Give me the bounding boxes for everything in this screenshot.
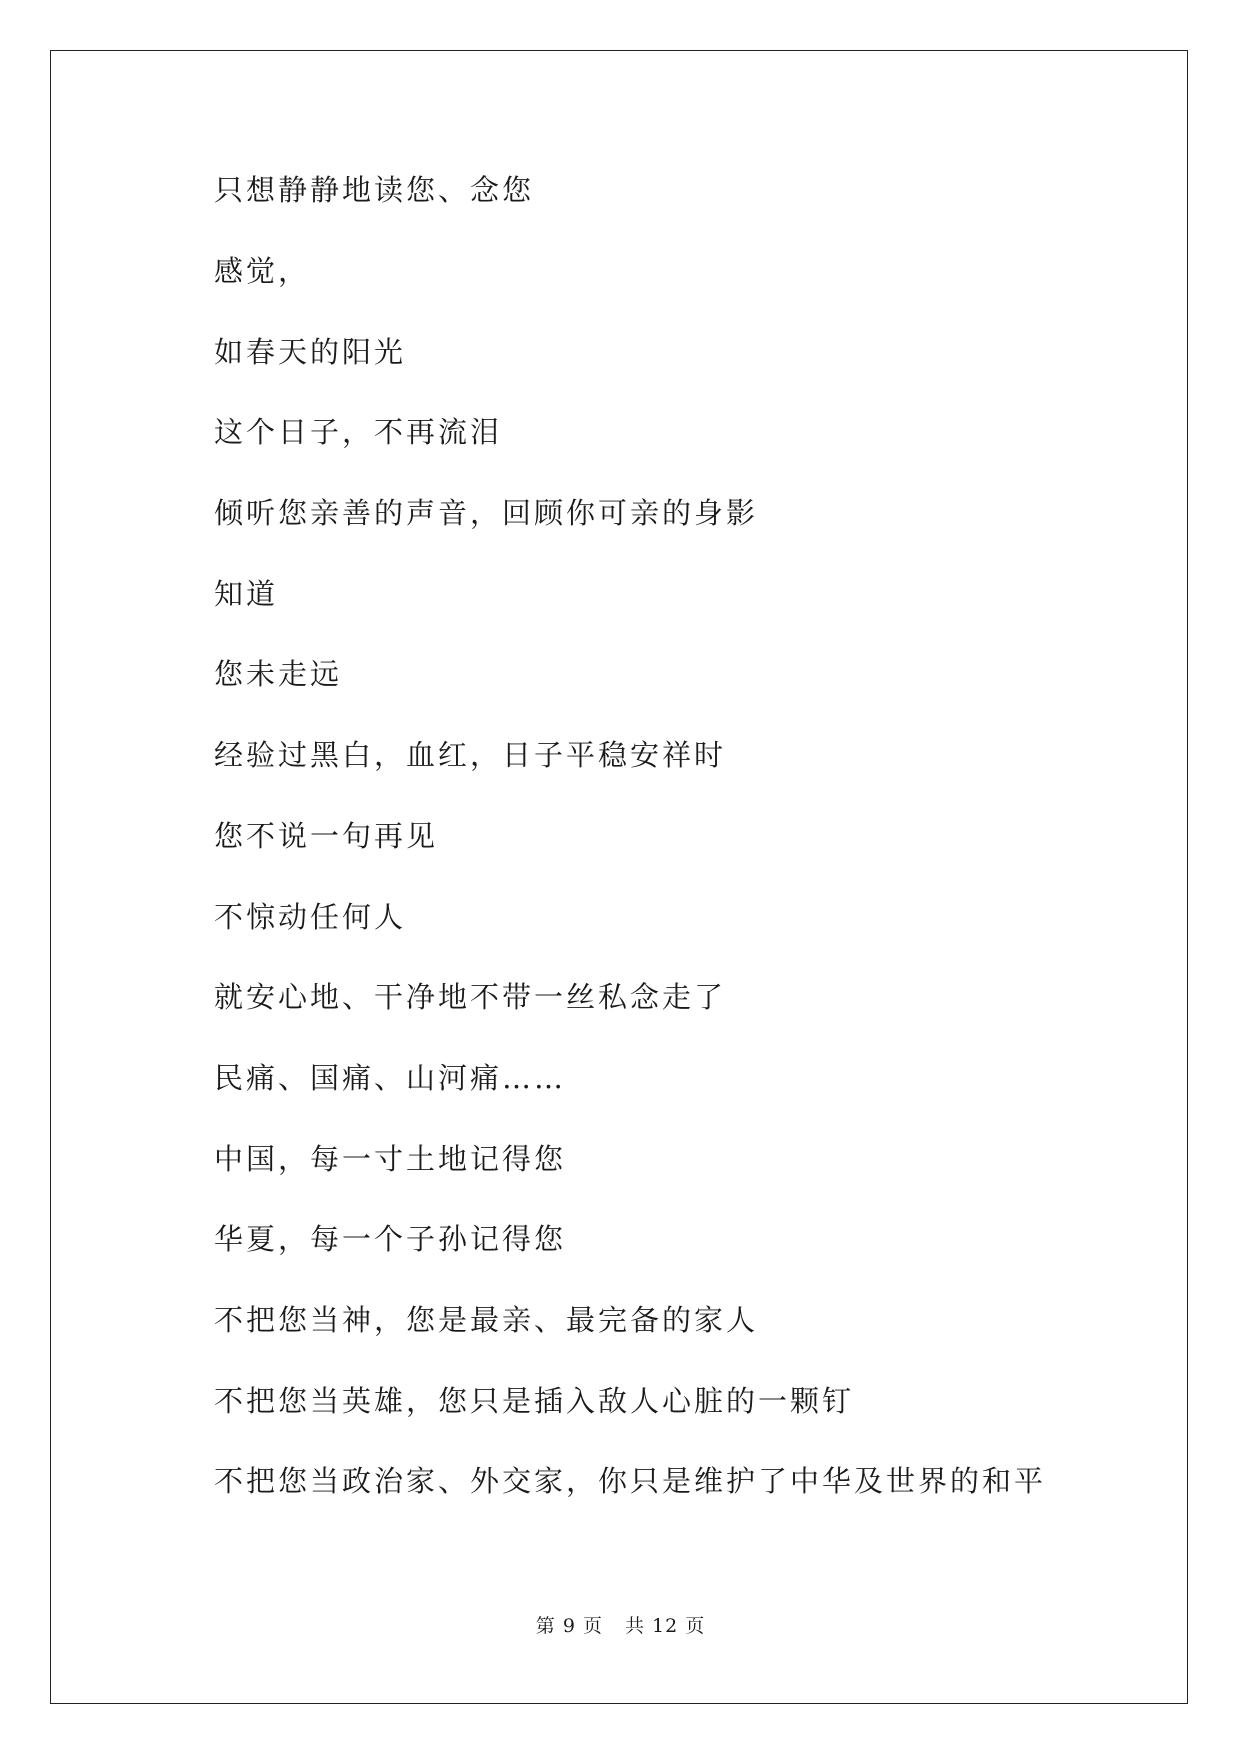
poem-line: 如春天的阳光 [214, 335, 407, 369]
poem-line: 您不说一句再见 [214, 819, 439, 853]
poem-line: 不把您当神，您是最亲、最完备的家人 [214, 1303, 759, 1337]
poem-line: 这个日子，不再流泪 [214, 415, 503, 449]
page-footer [0, 1611, 1241, 1638]
poem-line: 经验过黑白，血红，日子平稳安祥时 [214, 738, 727, 772]
poem-line: 华夏，每一个子孙记得您 [214, 1222, 567, 1256]
poem-line: 感觉， [214, 254, 311, 288]
poem-line: 不惊动任何人 [214, 900, 407, 934]
poem-line: 就安心地、干净地不带一丝私念走了 [214, 980, 727, 1014]
poem-line: 不把您当英雄，您只是插入敌人心脏的一颗钉 [214, 1384, 855, 1418]
poem-line: 知道 [214, 577, 279, 611]
poem-line: 中国，每一寸土地记得您 [214, 1142, 567, 1176]
poem-line: 不把您当政治家、外交家，你只是维护了中华及世界的和平 [214, 1464, 1047, 1498]
poem-line: 倾听您亲善的声音，回顾你可亲的身影 [214, 496, 759, 530]
poem-line: 只想静静地读您、念您 [214, 173, 535, 207]
page-border [50, 50, 1188, 1704]
poem-line: 您未走远 [214, 657, 343, 691]
total-page-count: 共 12 页 [624, 1615, 706, 1637]
poem-line: 民痛、国痛、山河痛…… [214, 1061, 567, 1095]
current-page-number: 第 9 页 [535, 1615, 603, 1637]
